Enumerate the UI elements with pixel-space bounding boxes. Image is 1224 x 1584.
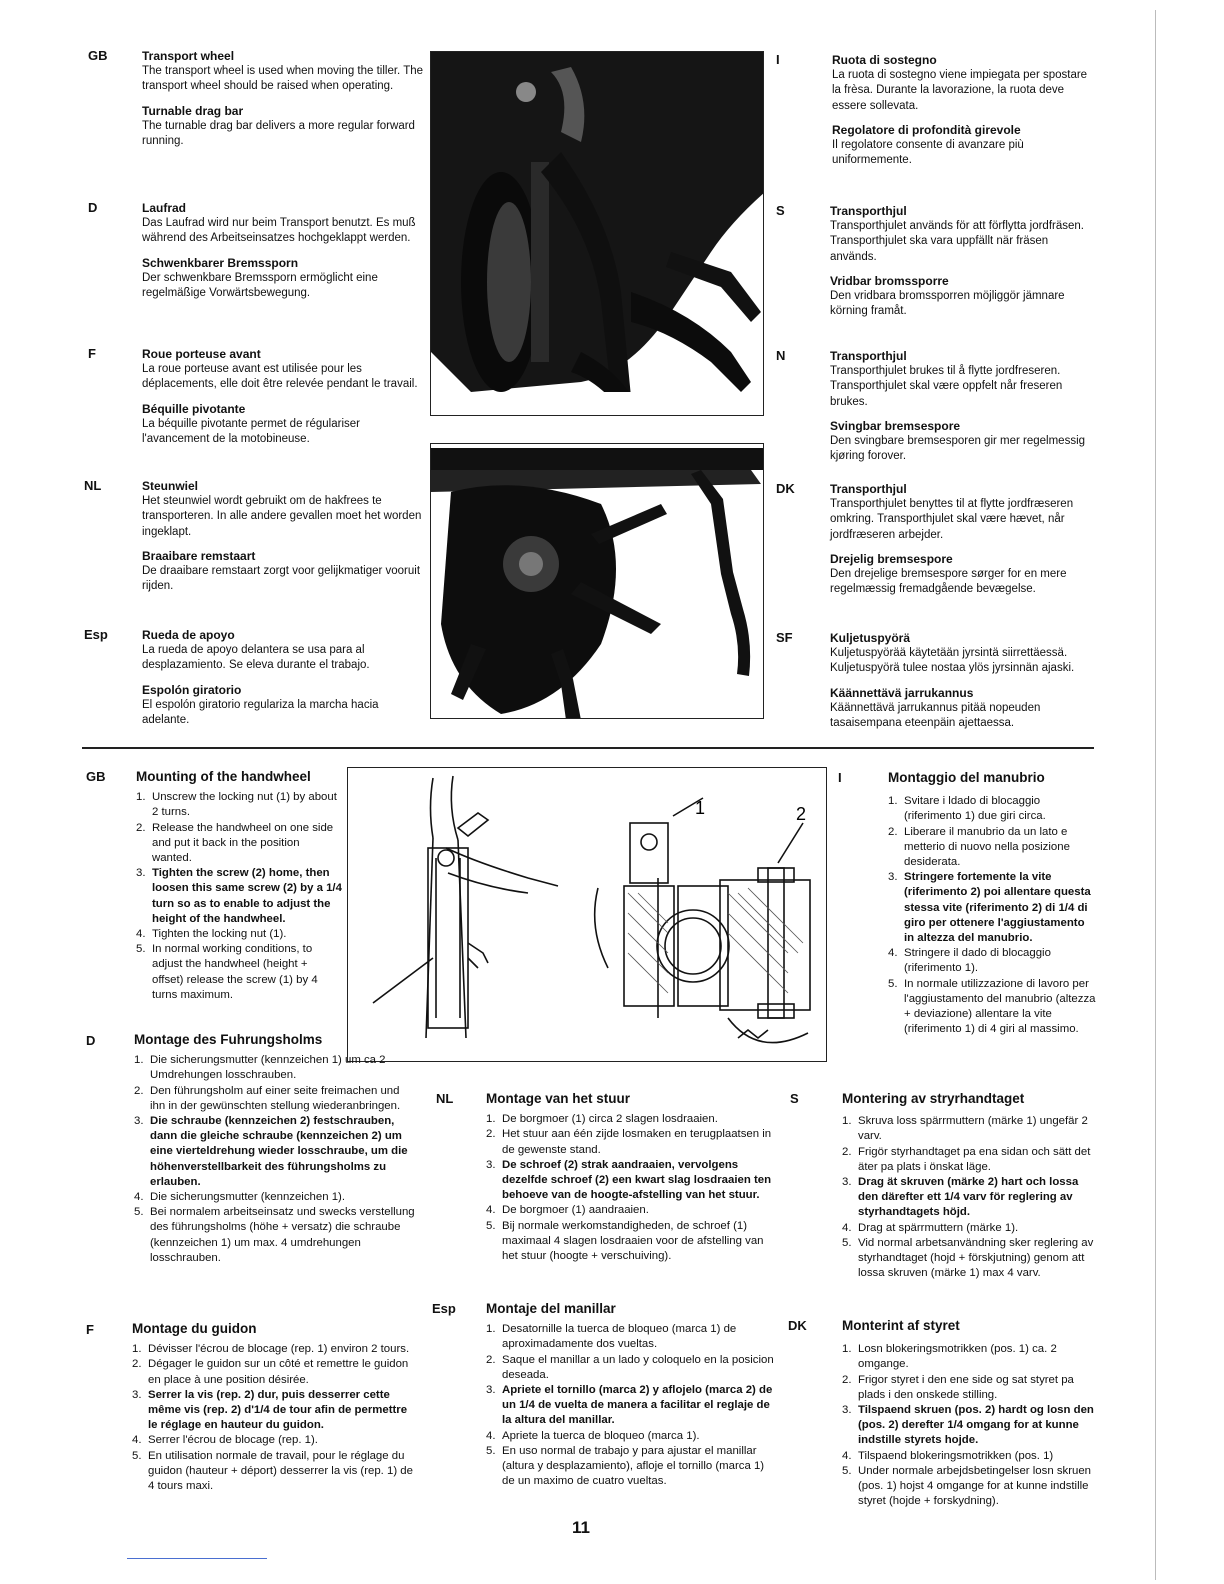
step-number: 5. bbox=[486, 1219, 496, 1232]
section-dk-top bbox=[830, 482, 1098, 606]
lang-code-dk-bottom: DK bbox=[788, 1318, 807, 1333]
step-item bbox=[132, 1388, 416, 1434]
step-item bbox=[136, 942, 342, 1003]
lang-code-n-top: N bbox=[776, 348, 786, 363]
step-number: 2. bbox=[486, 1353, 496, 1366]
lang-code-s-top: S bbox=[776, 203, 785, 218]
lang-code-d-top: D bbox=[88, 200, 98, 215]
step-text: Liberare il manubrio da un lato e metterio di nuovo nella posizione desiderata. bbox=[904, 825, 1070, 869]
step-number: 4. bbox=[842, 1221, 852, 1234]
lang-code-nl-bottom: NL bbox=[436, 1091, 454, 1106]
step-item bbox=[842, 1342, 1096, 1372]
paragraph: Kuljetuspyörää käytetään jyrsintä siirrettäessä. Kuljetuspyörä tulee nostaa ylös jyrsinnän ajaski. bbox=[830, 647, 1075, 675]
lang-code-dk-top: DK bbox=[776, 481, 795, 496]
section-divider bbox=[82, 747, 1094, 749]
step-item bbox=[842, 1114, 1096, 1144]
section-nl-top bbox=[142, 479, 424, 603]
step-item bbox=[134, 1190, 416, 1205]
section-title: Montage du guidon bbox=[132, 1321, 257, 1336]
heading: Svingbar bremsespore bbox=[830, 418, 961, 433]
section-s-bottom bbox=[842, 1091, 1096, 1281]
section-i-top bbox=[832, 53, 1098, 177]
paragraph: Der schwenkbare Bremssporn ermöglicht eine regelmäßige Vorwärtsbewegung. bbox=[142, 271, 378, 300]
lang-code-gb-bottom: GB bbox=[86, 769, 106, 784]
step-number: 2. bbox=[132, 1358, 142, 1371]
step-text: Desatornille la tuerca de bloqueo (marca 1) de aproximadamente dos vueltas. bbox=[502, 1323, 737, 1351]
heading: Roue porteuse avant bbox=[142, 347, 261, 361]
lang-code-s-bottom: S bbox=[790, 1091, 799, 1106]
section-n-top bbox=[830, 349, 1098, 473]
step-number: 1. bbox=[486, 1323, 496, 1336]
step-item bbox=[842, 1236, 1096, 1282]
lang-code-i-bottom: I bbox=[838, 770, 842, 785]
step-text: Saque el manillar a un lado y coloquelo en la posicion deseada. bbox=[502, 1353, 774, 1381]
step-item bbox=[136, 866, 342, 927]
step-list bbox=[132, 1342, 416, 1494]
lang-code-sf-top: SF bbox=[776, 630, 793, 645]
paragraph: Transporthjulet brukes til å flytte jordfreseren. Transporthjulet skal være oppfelt når freseren brukes. bbox=[830, 365, 1063, 408]
step-item bbox=[486, 1353, 774, 1383]
paragraph: Transporthjulet benyttes til at flytte jordfræseren omkring. Transporthjulet skal være hævet, når jordfræseren arbejder. bbox=[830, 498, 1074, 541]
heading: Transporthjul bbox=[830, 482, 907, 496]
step-item bbox=[486, 1158, 774, 1204]
step-text: De borgmoer (1) aandraaien. bbox=[502, 1204, 649, 1217]
step-number: 4. bbox=[486, 1204, 496, 1217]
step-list bbox=[842, 1342, 1096, 1509]
callout-2: 2 bbox=[796, 804, 807, 824]
step-list bbox=[486, 1112, 774, 1264]
section-title: Montage van het stuur bbox=[486, 1091, 631, 1106]
step-number: 4. bbox=[486, 1429, 496, 1442]
step-number: 5. bbox=[486, 1444, 496, 1457]
step-number: 1. bbox=[842, 1115, 852, 1128]
heading: Schwenkbarer Bremssporn bbox=[142, 255, 299, 270]
paragraph: La ruota di sostegno viene impiegata per spostare la frèsa. Durante la lavorazione, la ruota deve essere sollevata. bbox=[832, 69, 1088, 112]
section-gb-top bbox=[142, 49, 424, 158]
step-text: Die sicherungsmutter (kennzeichen 1) um ca 2 Umdrehungen losschrauben. bbox=[150, 1054, 386, 1082]
step-text: In normale utilizzazione di lavoro per l'aggiustamento del manubrio (altezza + deviazione) allentare la vite (riferimento 1) di 4 giri al massimo. bbox=[904, 977, 1096, 1036]
step-number: 5. bbox=[132, 1449, 142, 1462]
step-text: Vid normal arbetsanvändning sker reglering av styrhandtaget (hojd + förskjutning) genom att lossa skruven (märke 1) max 4 varv. bbox=[858, 1236, 1094, 1280]
step-text: Release the handwheel on one side and put it back in the position wanted. bbox=[152, 821, 334, 865]
paragraph: Het steunwiel wordt gebruikt om de hakfrees te transporteren. In alle andere gevallen moet het worden ingeklapt. bbox=[142, 495, 422, 538]
step-number: 4. bbox=[132, 1434, 142, 1447]
step-item bbox=[486, 1219, 774, 1265]
heading: Ruota di sostegno bbox=[832, 53, 937, 67]
step-text: Frigör styrhandtaget pa ena sidan och sätt det äter pa plats i önskat läge. bbox=[858, 1145, 1091, 1173]
step-text: Unscrew the locking nut (1) by about 2 turns. bbox=[152, 791, 337, 819]
step-item bbox=[132, 1357, 416, 1387]
lang-code-nl-top: NL bbox=[84, 478, 102, 493]
step-item bbox=[486, 1322, 774, 1352]
step-number: 2. bbox=[136, 821, 146, 834]
step-item bbox=[136, 821, 342, 867]
heading: Turnable drag bar bbox=[142, 103, 244, 118]
heading: Rueda de apoyo bbox=[142, 628, 235, 642]
step-text: En utilisation normale de travail, pour le réglage du guidon (hauteur + déport) desserrer la vis (rep. 1) de 4 tours maxi. bbox=[148, 1449, 413, 1493]
heading: Käännettävä jarrukannus bbox=[830, 685, 974, 700]
step-item bbox=[486, 1203, 774, 1218]
step-number: 3. bbox=[134, 1115, 144, 1128]
step-item bbox=[842, 1449, 1096, 1464]
paragraph: La rueda de apoyo delantera se usa para al desplazamiento. Se eleva durante el trabajo. bbox=[142, 644, 370, 672]
step-list bbox=[134, 1053, 416, 1266]
section-nl-bottom bbox=[486, 1091, 774, 1264]
step-number: 4. bbox=[134, 1191, 144, 1204]
section-title: Montering av stryrhandtaget bbox=[842, 1091, 1025, 1106]
step-number: 1. bbox=[132, 1343, 142, 1356]
step-number: 1. bbox=[134, 1054, 144, 1067]
section-sf-top bbox=[830, 631, 1098, 740]
step-item bbox=[888, 946, 1096, 976]
step-text: De schroef (2) strak aandraaien, vervolgens dezelfde schroef (2) een kwart slag losdraaien ten behoeve van de hoogte-afstelling van het stuur. bbox=[502, 1158, 772, 1202]
step-text: Tilspaend skruen (pos. 2) hardt og losn den (pos. 2) derefter 1/4 omgang for at kunne indstille styrets hojde. bbox=[858, 1404, 1094, 1447]
section-title: Monterint af styret bbox=[842, 1318, 960, 1333]
step-number: 5. bbox=[134, 1206, 144, 1219]
step-item bbox=[486, 1383, 774, 1429]
paragraph: Den svingbare bremsesporen gir mer regelmessig kjøring forover. bbox=[830, 435, 1086, 463]
step-text: Stringere fortemente la vite (riferimento 2) poi allentare questa stessa vite (riferimento 2) di 1/4 di giro per ottenere l'aggiustamento in altezza del manubrio. bbox=[904, 871, 1091, 945]
step-number: 2. bbox=[888, 825, 898, 838]
step-number: 3. bbox=[486, 1384, 496, 1397]
lang-code-f-bottom: F bbox=[86, 1322, 94, 1337]
section-title: Montaggio del manubrio bbox=[888, 770, 1045, 785]
section-f-bottom bbox=[132, 1321, 416, 1494]
step-number: 5. bbox=[136, 943, 146, 956]
step-item bbox=[842, 1221, 1096, 1236]
step-number: 2. bbox=[134, 1084, 144, 1097]
paragraph: De draaibare remstaart zorgt voor gelijkmatiger vooruit rijden. bbox=[142, 565, 421, 593]
step-item bbox=[842, 1145, 1096, 1175]
step-number: 2. bbox=[842, 1145, 852, 1158]
step-number: 1. bbox=[136, 791, 146, 804]
handwheel-mounting-diagram-icon bbox=[348, 768, 827, 1062]
step-number: 4. bbox=[842, 1449, 852, 1462]
step-text: Skruva loss spärrmuttern (märke 1) ungefär 2 varv. bbox=[858, 1115, 1088, 1143]
paragraph: La roue porteuse avant est utilisée pour les déplacements, elle doit être relevée pendant le travail. bbox=[142, 363, 418, 391]
step-number: 1. bbox=[486, 1113, 496, 1126]
step-number: 5. bbox=[888, 977, 898, 990]
heading: Transport wheel bbox=[142, 49, 235, 63]
step-text: Drag at spärrmuttern (märke 1). bbox=[858, 1221, 1019, 1234]
step-text: Serrer la vis (rep. 2) dur, puis desserrer cette même vis (rep. 2) d'1/4 de tour afin de permettre le réglage en hauteur du guidon. bbox=[148, 1388, 408, 1432]
step-number: 3. bbox=[888, 871, 898, 884]
heading: Vridbar bromssporre bbox=[830, 273, 949, 288]
heading: Drejelig bremsespore bbox=[830, 551, 953, 566]
heading: Béquille pivotante bbox=[142, 401, 246, 416]
step-text: Stringere il dado di blocaggio (riferimento 1). bbox=[904, 947, 1051, 975]
step-number: 4. bbox=[888, 947, 898, 960]
step-text: Dégager le guidon sur un côté et remettre le guidon en place à une position désirée. bbox=[148, 1358, 409, 1386]
lang-code-esp-top: Esp bbox=[84, 627, 108, 642]
step-text: Bei normalem arbeitseinsatz und swecks verstellung des führungsholms (höhe + versatz) die schraube (kennzeichen 1) um max. 4 umdrehungen losschrauben. bbox=[150, 1206, 415, 1264]
step-text: Drag ät skruven (märke 2) hart och lossa den därefter ett 1/4 varv för reglering av styrhandtagets höjd. bbox=[858, 1176, 1079, 1219]
heading: Transporthjul bbox=[830, 204, 907, 218]
step-text: In normal working conditions, to adjust the handwheel (height + offset) release the screw (1) by 4 turns maximum. bbox=[152, 943, 318, 1001]
scan-margin-line bbox=[1155, 10, 1156, 1580]
step-text: Tilspaend blokeringsmotrikken (pos. 1) bbox=[858, 1449, 1054, 1462]
step-item bbox=[842, 1403, 1096, 1449]
step-list bbox=[486, 1322, 774, 1489]
step-number: 2. bbox=[486, 1128, 496, 1141]
step-item bbox=[132, 1433, 416, 1448]
lang-code-gb-top: GB bbox=[88, 48, 108, 63]
section-title: Montaje del manillar bbox=[486, 1301, 616, 1316]
step-item bbox=[136, 927, 342, 942]
step-number: 3. bbox=[842, 1404, 852, 1417]
section-dk-bottom bbox=[842, 1318, 1096, 1509]
section-title: Montage des Fuhrungsholms bbox=[134, 1032, 323, 1047]
step-text: Losn blokeringsmotrikken (pos. 1) ca. 2 omgange. bbox=[858, 1343, 1057, 1371]
paragraph: El espolón giratorio regulariza la marcha hacia adelante. bbox=[142, 698, 379, 727]
section-d-bottom bbox=[134, 1032, 416, 1266]
step-item bbox=[134, 1084, 416, 1114]
paragraph: La béquille pivotante permet de régulariser l'avancement de la motobineuse. bbox=[142, 417, 360, 446]
step-text: Dévisser l'écrou de blocage (rep. 1) environ 2 tours. bbox=[148, 1343, 410, 1356]
step-item bbox=[134, 1205, 416, 1266]
photo-drag-bar bbox=[430, 443, 764, 719]
step-number: 3. bbox=[136, 867, 146, 880]
step-text: Bij normale werkomstandigheden, de schroef (1) maximaal 4 slagen losdraaien voor de afstelling van het stuur (hoogte + verschuiving). bbox=[502, 1219, 764, 1263]
page-number: 11 bbox=[572, 1518, 590, 1537]
step-number: 3. bbox=[486, 1158, 496, 1171]
section-gb-bottom bbox=[136, 769, 342, 1003]
step-item bbox=[842, 1373, 1096, 1403]
paragraph: Il regolatore consente di avanzare più uniformemente. bbox=[832, 139, 1024, 167]
step-item bbox=[888, 977, 1096, 1038]
step-list bbox=[842, 1114, 1096, 1281]
photo-transport-wheel bbox=[430, 51, 764, 416]
heading: Steunwiel bbox=[142, 479, 199, 493]
heading: Espolón giratorio bbox=[142, 682, 242, 697]
step-number: 4. bbox=[136, 928, 146, 941]
step-text: Apriete el tornillo (marca 2) y aflojelo (marca 2) de un 1/4 de vuelta de manera a facilitar el reglaje de la altura del manillar. bbox=[502, 1384, 773, 1427]
step-item bbox=[842, 1175, 1096, 1221]
section-s-top bbox=[830, 204, 1098, 328]
paragraph: The turnable drag bar delivers a more regular forward running. bbox=[142, 119, 415, 148]
step-item bbox=[888, 794, 1096, 824]
step-item bbox=[486, 1444, 774, 1490]
step-text: Svitare i ldado di blocaggio (riferimento 1) due giri circa. bbox=[904, 795, 1046, 823]
section-f-top bbox=[142, 347, 424, 456]
step-number: 1. bbox=[842, 1343, 852, 1356]
heading: Laufrad bbox=[142, 201, 187, 215]
step-number: 1. bbox=[888, 795, 898, 808]
lang-code-d-bottom: D bbox=[86, 1033, 96, 1048]
step-item bbox=[486, 1127, 774, 1157]
step-text: Die schraube (kennzeichen 2) festschrauben, dann die gleiche schraube (kennzeichen 2) um eine vierteldrehung wieder losschraube, um die höhenverstellbarkeit des führungsholms zu erlauben. bbox=[150, 1115, 408, 1188]
step-number: 2. bbox=[842, 1373, 852, 1386]
heading: Transporthjul bbox=[830, 349, 907, 363]
step-number: 5. bbox=[842, 1464, 852, 1477]
step-item bbox=[486, 1429, 774, 1444]
step-item bbox=[132, 1342, 416, 1357]
step-number: 5. bbox=[842, 1236, 852, 1249]
step-text: Tighten the screw (2) home, then loosen this same screw (2) by a 1/4 turn so as to enable to adjust the height of the handwheel. bbox=[152, 867, 342, 925]
step-text: Under normale arbejdsbetingelser losn skruen (pos. 1) hojst 4 omgange for at kunne indstille styret (hojde + forskydning). bbox=[858, 1464, 1092, 1508]
step-text: Den führungsholm auf einer seite freimachen und ihn in der gewünschten stellung wiederanbringen. bbox=[150, 1084, 401, 1112]
step-text: Serrer l'écrou de blocage (rep. 1). bbox=[148, 1434, 318, 1447]
step-text: Apriete la tuerca de bloqueo (marca 1). bbox=[502, 1429, 700, 1442]
step-list bbox=[136, 790, 342, 1003]
heading: Braaibare remstaart bbox=[142, 548, 256, 563]
step-list bbox=[888, 794, 1096, 1037]
step-text: En uso normal de trabajo y para ajustar el manillar (altura y desplazamiento), afloje el tornillo (marca 1) de un maximo de cuatro vueltas. bbox=[502, 1444, 765, 1488]
section-esp-bottom bbox=[486, 1301, 774, 1489]
step-text: De borgmoer (1) circa 2 slagen losdraaien. bbox=[502, 1113, 718, 1126]
step-text: Tighten the locking nut (1). bbox=[152, 928, 287, 941]
step-number: 3. bbox=[842, 1176, 852, 1189]
handwheel-diagram bbox=[347, 767, 827, 1062]
paragraph: Den drejelige bremsespore sørger for en mere regelmæssig fremadgående bevægelse. bbox=[830, 568, 1067, 596]
section-title: Mounting of the handwheel bbox=[136, 769, 311, 784]
paragraph: Den vridbara bromssporren möjliggör jämnare körning framåt. bbox=[830, 290, 1065, 318]
step-number: 3. bbox=[132, 1388, 142, 1401]
paragraph: Das Laufrad wird nur beim Transport benutzt. Es muß während des Arbeitseinsatzes hochgeklappt werden. bbox=[142, 217, 416, 245]
lang-code-esp-bottom: Esp bbox=[432, 1301, 456, 1316]
step-item bbox=[888, 825, 1096, 871]
paragraph: Transporthjulet används för att förflytta jordfräsen. Transporthjulet ska vara uppfällt när fräsen används. bbox=[830, 220, 1084, 263]
tiller-drag-bar-photo-icon bbox=[431, 444, 764, 719]
step-item bbox=[136, 790, 342, 820]
step-item bbox=[132, 1449, 416, 1495]
step-item bbox=[888, 870, 1096, 946]
section-esp-top bbox=[142, 628, 424, 737]
step-item bbox=[134, 1053, 416, 1083]
step-item bbox=[486, 1112, 774, 1127]
heading: Kuljetuspyörä bbox=[830, 631, 911, 645]
paragraph: Käännettävä jarrukannus pitää nopeuden tasaisempana eteenpäin ajettaessa. bbox=[830, 701, 1041, 730]
step-item bbox=[842, 1464, 1096, 1510]
callout-1: 1 bbox=[695, 798, 706, 818]
tiller-wheel-photo-icon bbox=[431, 52, 764, 416]
section-i-bottom bbox=[888, 770, 1096, 1037]
step-text: Die sicherungsmutter (kennzeichen 1). bbox=[150, 1191, 345, 1204]
step-text: Frigor styret i den ene side og sat styret pa plads i den onskede stilling. bbox=[858, 1373, 1074, 1401]
heading: Regolatore di profondità girevole bbox=[832, 122, 1021, 137]
lang-code-f-top: F bbox=[88, 346, 96, 361]
lang-code-i-top: I bbox=[776, 52, 780, 67]
step-item bbox=[134, 1114, 416, 1190]
paragraph: The transport wheel is used when moving the tiller. The transport wheel should be raised when operating. bbox=[142, 65, 424, 93]
footer-line bbox=[127, 1558, 267, 1559]
section-d-top bbox=[142, 201, 424, 310]
step-text: Het stuur aan één zijde losmaken en terugplaatsen in de gewenste stand. bbox=[502, 1128, 772, 1156]
